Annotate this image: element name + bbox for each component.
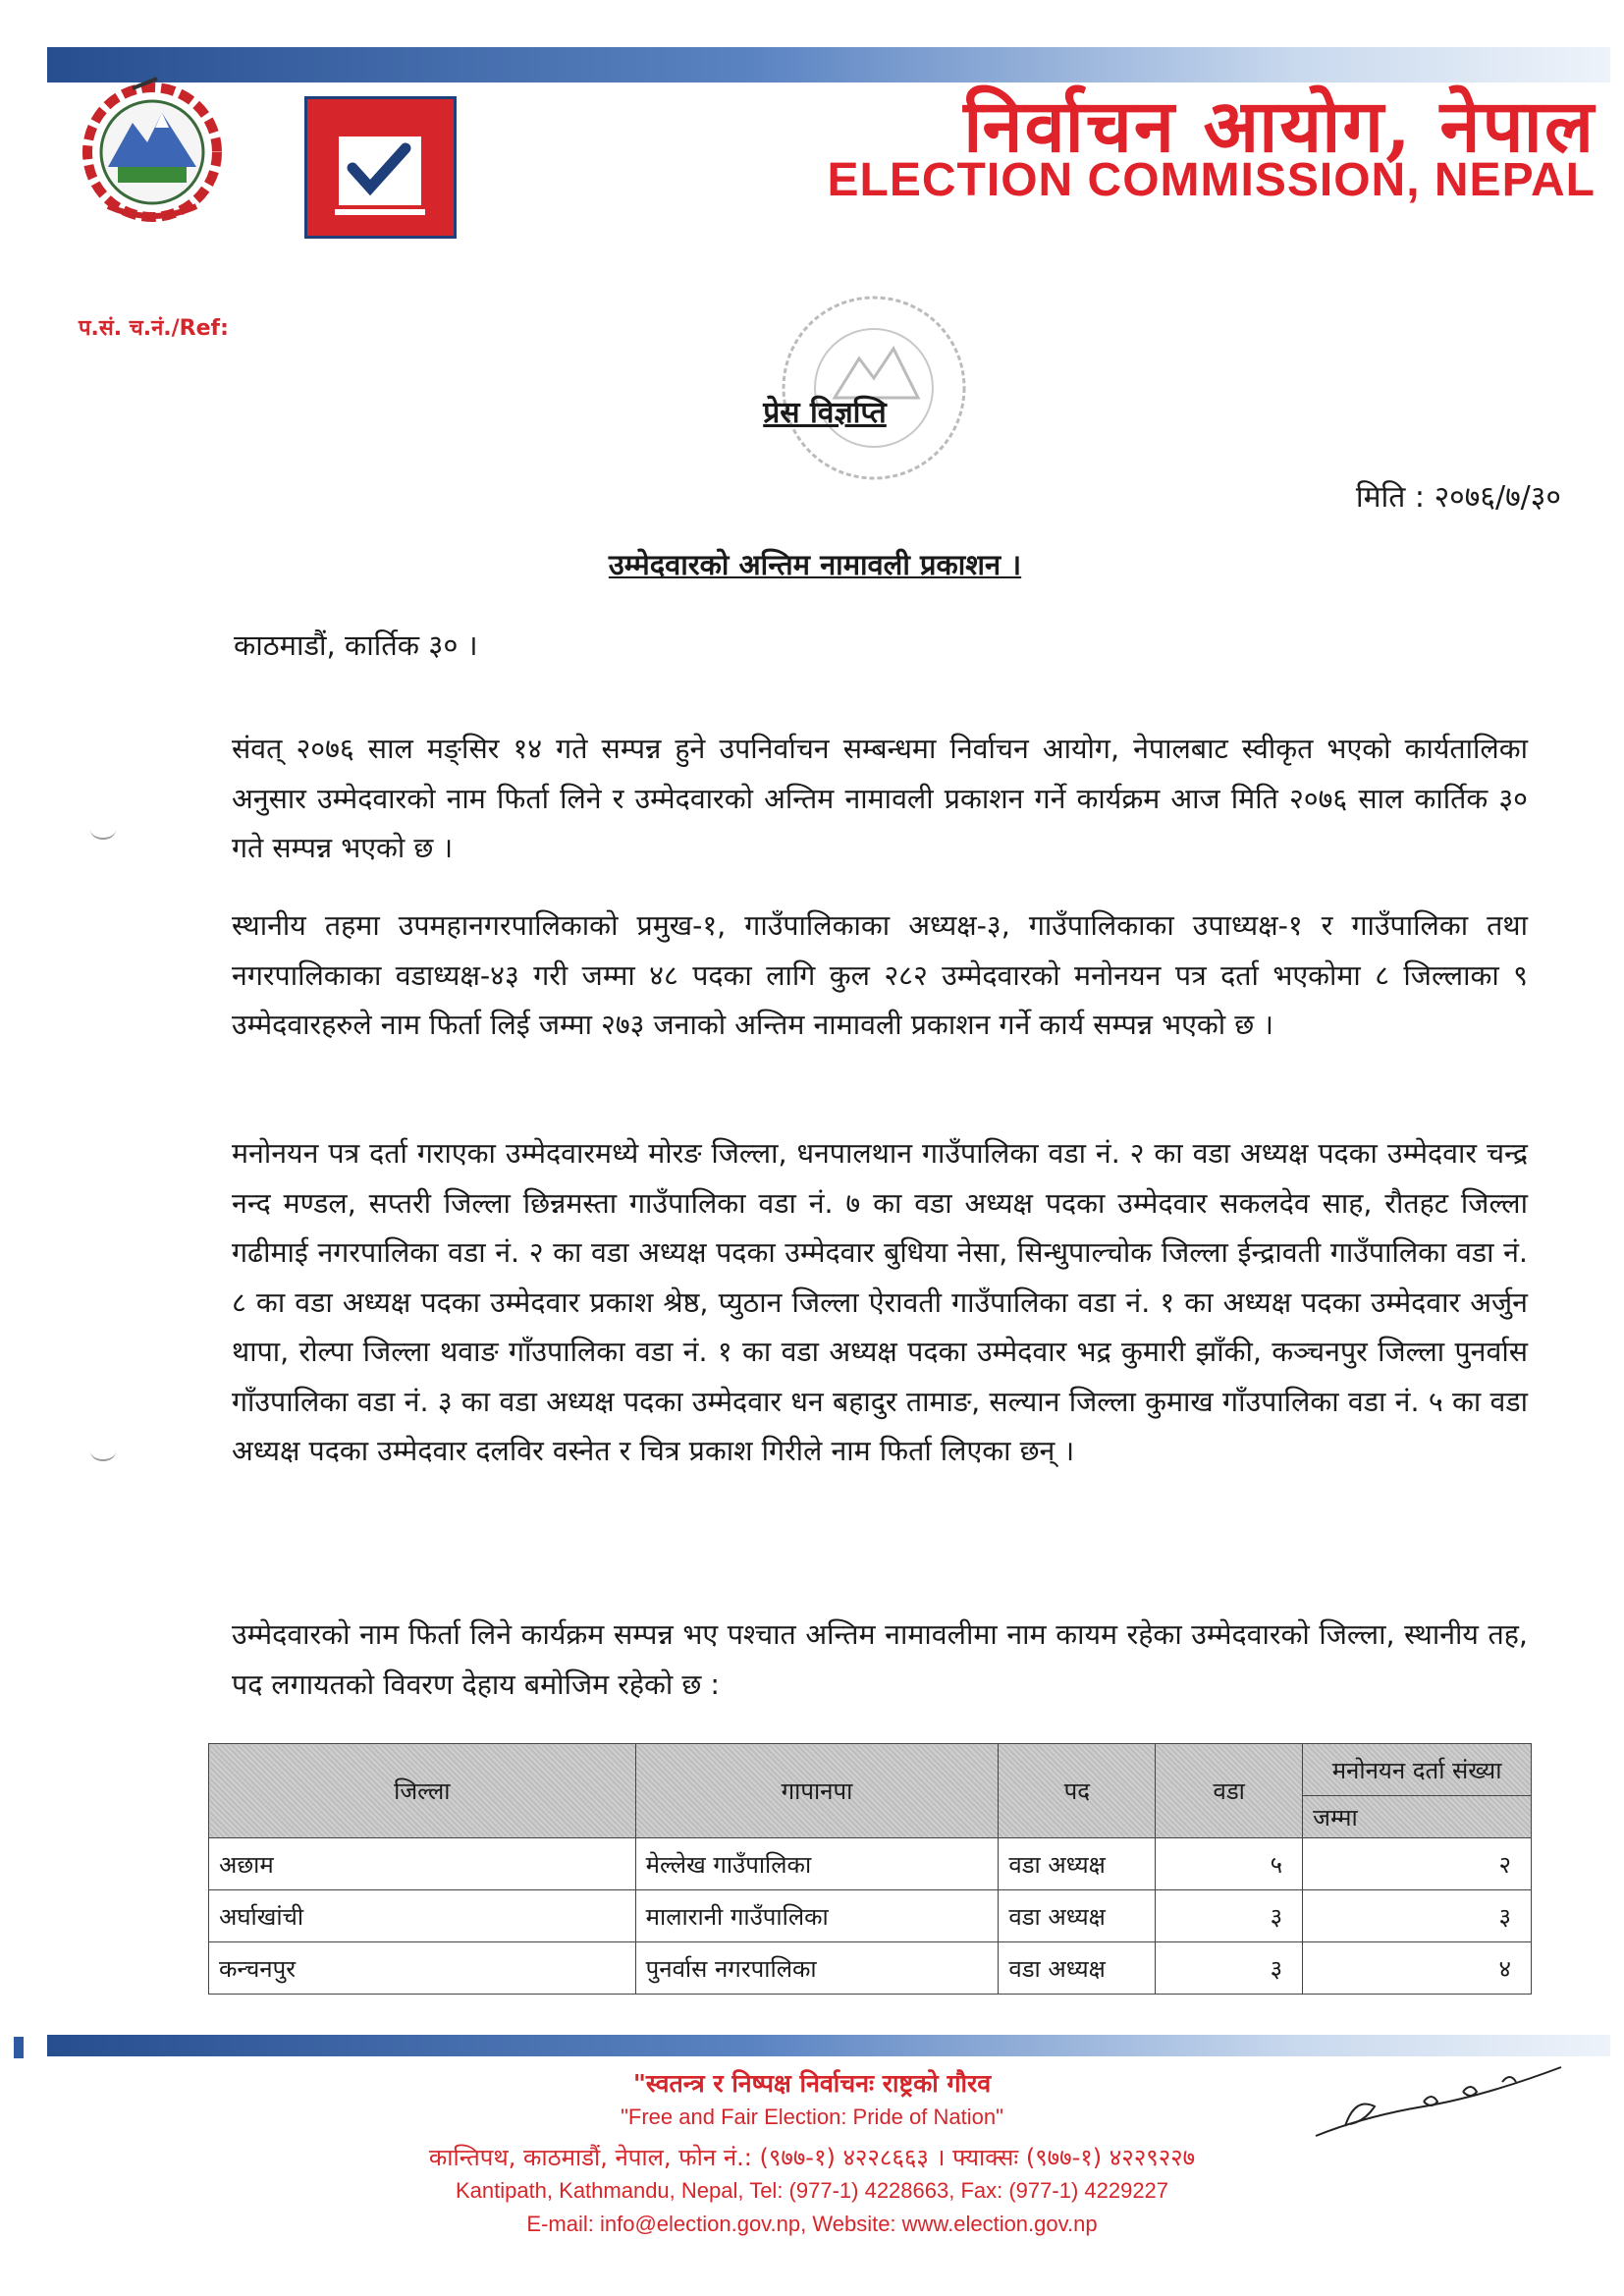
candidate-table [208,1743,1532,1995]
footer-address-nepali: कान्तिपथ, काठमाडौं, नेपाल, फोन नं.: (९७७-१) ४२२८६६३ । फ्याक्सः (९७७-१) ४२२९२२७ [428,2144,1196,2171]
cell-district: अछाम [209,1838,636,1890]
header-ward: वडा [1156,1744,1303,1838]
cell-total: २ [1303,1838,1532,1890]
footer-contact: E-mail: info@election.gov.np, Website: www.election.gov.np [526,2212,1098,2236]
election-commission-logo [304,96,457,239]
cell-municipality: पुनर्वास नगरपालिका [635,1942,999,1995]
cell-post: वडा अध्यक्ष [999,1890,1156,1942]
table-row [209,1838,1532,1890]
cell-post: वडा अध्यक्ष [999,1838,1156,1890]
header-nomination-count: मनोनयन दर्ता संख्या [1303,1744,1532,1796]
org-title-nepali: निर्वाचन आयोग, नेपाल [963,84,1596,169]
header-district: जिल्ला [209,1744,636,1838]
footer-motto-nepali: "स्वतन्त्र र निष्पक्ष निर्वाचनः राष्ट्रको गौरव [632,2069,992,2098]
cell-total: ४ [1303,1942,1532,1995]
reference-label: प.सं. च.नं./Ref: [79,316,229,341]
cell-total: ३ [1303,1890,1532,1942]
org-title-english: ELECTION COMMISSION, NEPAL [827,154,1596,206]
dateline: काठमाडौं, कार्तिक ३० । [234,629,478,662]
cell-district: कन्चनपुर [209,1942,636,1995]
nepal-emblem-icon [79,69,226,241]
subject-heading: उम्मेदवारको अन्तिम नामावली प्रकाशन । [608,548,1022,581]
cell-ward: ५ [1156,1838,1303,1890]
press-release-title: प्रेस विज्ञप्ति [763,396,887,430]
paragraph-4: उम्मेदवारको नाम फिर्ता लिने कार्यक्रम सम्पन्न भए पश्चात अन्तिम नामावलीमा नाम कायम रहेका उम्मेदवारको जिल्ला, स्थानीय तह, पद लगायतको विवरण देहाय बमोजिम रहेको छ : [232,1618,1528,1701]
table-row [209,1942,1532,1995]
hole-punch-mark [90,1442,116,1461]
hole-punch-mark [90,820,116,840]
header-total: जम्मा [1303,1796,1532,1838]
cell-district: अर्घाखांची [209,1890,636,1942]
header-post: पद [999,1744,1156,1838]
table-row [209,1890,1532,1942]
paragraph-1: संवत् २०७६ साल मङ्सिर १४ गते सम्पन्न हुने उपनिर्वाचन सम्बन्धमा निर्वाचन आयोग, नेपालबाट स्वीकृत भएको कार्यतालिका अनुसार उम्मेदवारको नाम फिर्ता लिने र उम्मेदवारको अन्तिम नामावली प्रकाशन गर्ने कार्यक्रम आज मिति २०७६ साल कार्तिक ३० गते सम्पन्न भएको छ । [232,733,1528,864]
header-band [47,47,1610,82]
paragraph-2: स्थानीय तहमा उपमहानगरपालिकाको प्रमुख-१, गाउँपालिकाका अध्यक्ष-३, गाउँपालिकाका उपाध्यक्ष-१ र गाउँपालिका तथा नगरपालिकाका वडाध्यक्ष-४३ गरी जम्मा ४८ पदका लागि कुल २८२ उम्मेदवारको मनोनयन पत्र दर्ता भएकोमा ८ जिल्लाका ९ उम्मेदवारहरुले नाम फिर्ता लिई जम्मा २७३ जनाको अन्तिम नामावली प्रकाशन गर्ने कार्य सम्पन्न भएको छ । [232,909,1528,1041]
footer-motto-english: "Free and Fair Election: Pride of Nation" [621,2105,1003,2129]
cell-post: वडा अध्यक्ष [999,1942,1156,1995]
header-municipality: गापानपा [635,1744,999,1838]
margin-mark [14,2037,24,2058]
signature-icon [1306,2048,1571,2156]
cell-municipality: मालारानी गाउँपालिका [635,1890,999,1942]
footer-address-english: Kantipath, Kathmandu, Nepal, Tel: (977-1) 4228663, Fax: (977-1) 4229227 [455,2178,1169,2203]
paragraph-3: मनोनयन पत्र दर्ता गराएका उम्मेदवारमध्ये मोरङ जिल्ला, धनपालथान गाउँपालिका वडा नं. २ का वडा अध्यक्ष पदका उम्मेदवार चन्द्र नन्द मण्डल, सप्तरी जिल्ला छिन्नमस्ता गाउँपालिका वडा नं. ७ का वडा अध्यक्ष पदका उम्मेदवार सकलदेव साह, रौतहट जिल्ला गढीमाई नगरपालिका वडा नं. २ का वडा अध्यक्ष पदका उम्मेदवार बुधिया नेसा, सिन्धुपाल्चोक जिल्ला ईन्द्रावती गाउँपालिका वडा नं. ८ का वडा अध्यक्ष पदका उम्मेदवार प्रकाश श्रेष्ठ, प्युठान जिल्ला ऐरावती गाउँपालिका वडा नं. १ का अध्यक्ष पदका उम्मेदवार अर्जुन थापा, रोल्पा जिल्ला थवाङ गाँउपालिका वडा नं. १ का वडा अध्यक्ष पदका उम्मेदवार भद्र कुमारी झाँकी, कञ्चनपुर जिल्ला पुनर्वास गाँउपालिका वडा नं. ३ का वडा अध्यक्ष पदका उम्मेदवार धन बहादुर तामाङ, सल्यान जिल्ला कुमाख गाँउपालिका वडा नं. ५ का वडा अध्यक्ष पदका उम्मेदवार दलविर वस्नेत र चित्र प्रकाश गिरीले नाम फिर्ता लिएका छन् । [232,1137,1528,1467]
ballot-box-icon [307,99,454,236]
cell-ward: ३ [1156,1942,1303,1995]
release-date: मिति : २०७६/७/३० [1355,480,1561,515]
cell-municipality: मेल्लेख गाउँपालिका [635,1838,999,1890]
cell-ward: ३ [1156,1890,1303,1942]
